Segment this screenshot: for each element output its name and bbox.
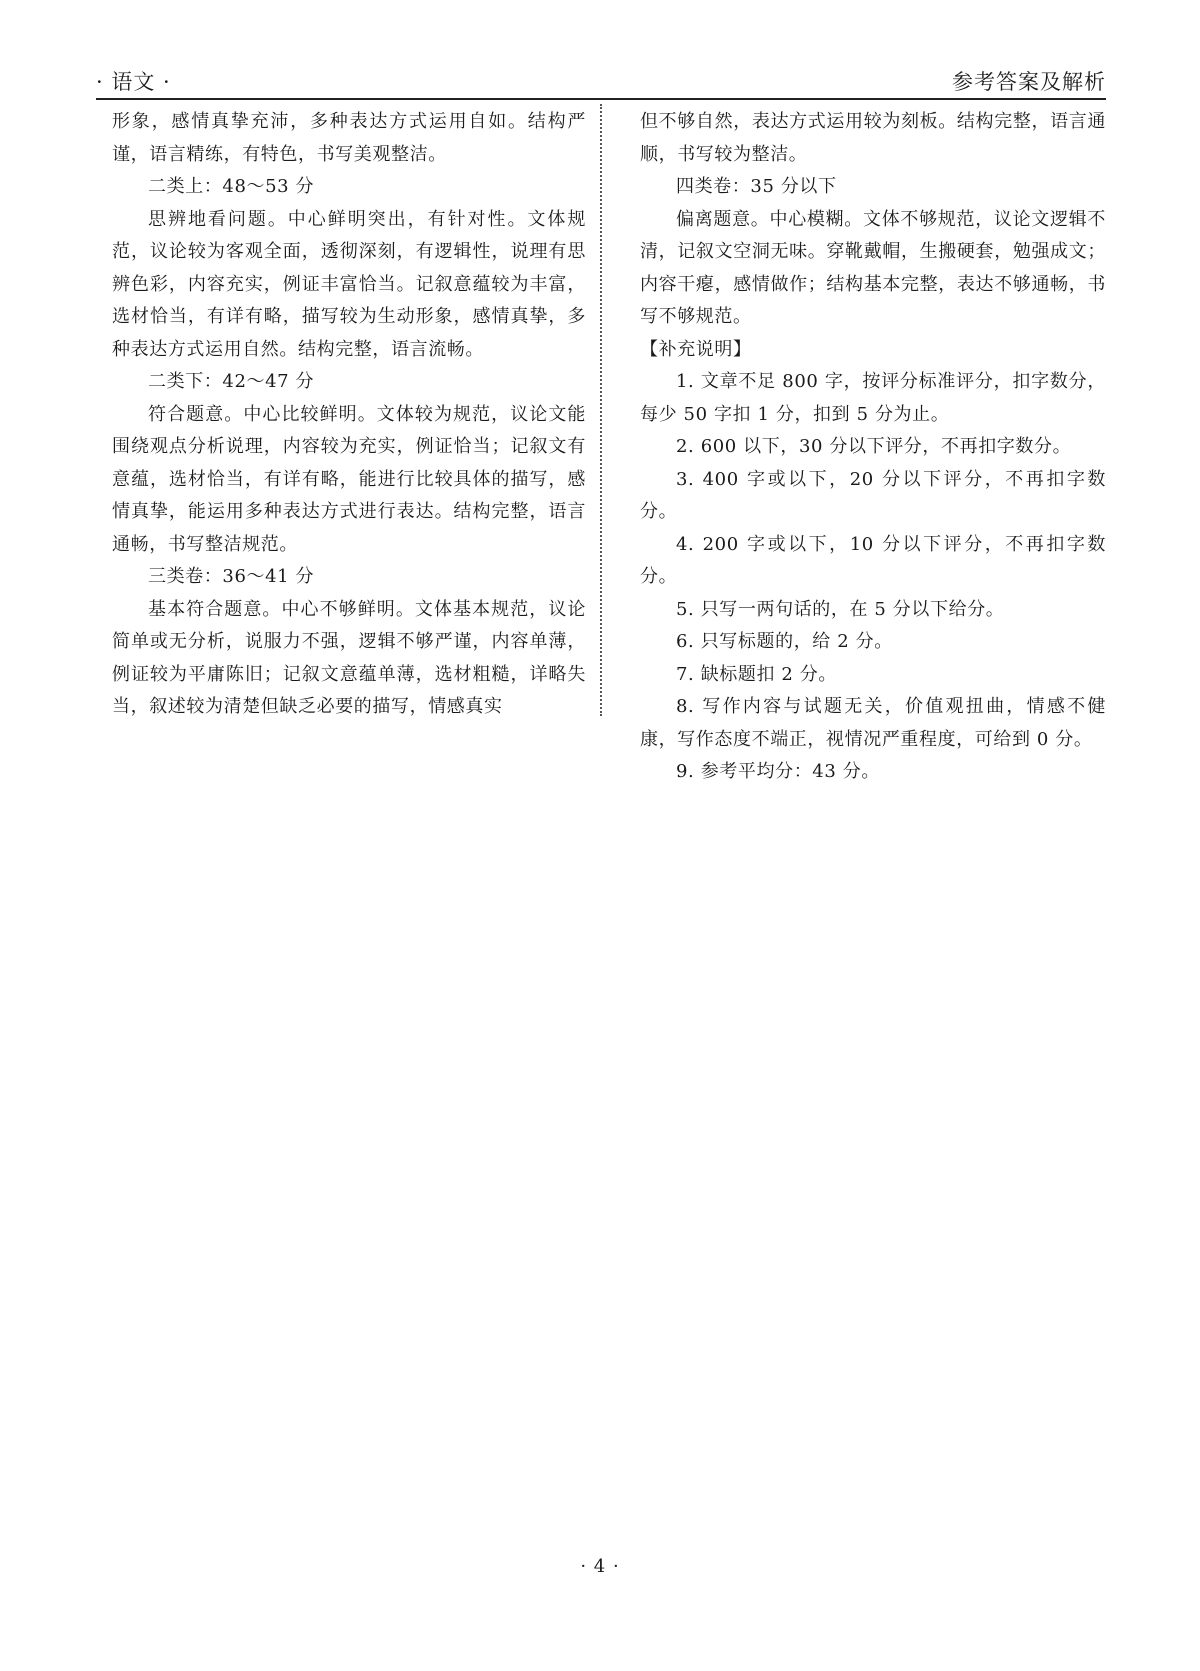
grade-heading: 二类上：48～53 分 <box>148 176 315 197</box>
page-number: · 4 · <box>580 1556 620 1577</box>
list-item: 4. 200 字或以下，10 分以下评分，不再扣字数分。 <box>640 533 1106 587</box>
grade-heading: 四类卷：35 分以下 <box>676 176 837 197</box>
list-item: 8. 写作内容与试题无关，价值观扭曲，情感不健康，写作态度不端正，视情况严重程度，可给到 0 分。 <box>640 696 1106 750</box>
list-item: 5. 只写一两句话的，在 5 分以下给分。 <box>676 598 1005 620</box>
grade-heading: 三类卷：36～41 分 <box>148 566 315 587</box>
paragraph: 符合题意。中心比较鲜明。文体较为规范，议论文能围绕观点分析说理，内容较为充实，例证恰当；记叙文有意蕴，选材恰当，有详有略，能进行比较具体的描写，感情真挚，能运用多种表达方式进行表达。结构完整，语言通畅，书写整洁规范。 <box>112 403 586 555</box>
page-header <box>96 64 1106 100</box>
supplement-heading: 【补充说明】 <box>640 338 752 360</box>
list-item: 1. 文章不足 800 字，按评分标准评分，扣字数分，每少 50 字扣 1 分，扣到 5 分为止。 <box>640 371 1106 425</box>
list-item: 9. 参考平均分：43 分。 <box>676 761 880 782</box>
grade-heading: 二类下：42～47 分 <box>148 371 315 392</box>
paragraph: 偏离题意。中心模糊。文体不够规范，议论文逻辑不清，记叙文空洞无味。穿靴戴帽，生搬硬套，勉强成文；内容干瘪，感情做作；结构基本完整，表达不够通畅，书写不够规范。 <box>640 208 1106 327</box>
list-item: 7. 缺标题扣 2 分。 <box>676 663 837 685</box>
right-column <box>640 106 1106 789</box>
paragraph: 形象，感情真挚充沛，多种表达方式运用自如。结构严谨，语言精练，有特色，书写美观整洁。 <box>112 111 586 165</box>
list-item: 2. 600 以下，30 分以下评分，不再扣字数分。 <box>676 436 1072 457</box>
column-divider <box>600 104 602 716</box>
subject-label: · 语文 · <box>96 70 171 94</box>
list-item: 6. 只写标题的，给 2 分。 <box>676 631 893 652</box>
paragraph: 但不够自然，表达方式运用较为刻板。结构完整，语言通顺，书写较为整洁。 <box>640 111 1106 165</box>
paragraph: 思辨地看问题。中心鲜明突出，有针对性。文体规范，议论较为客观全面，透彻深刻，有逻辑性，说理有思辨色彩，内容充实，例证丰富恰当。记叙意蕴较为丰富，选材恰当，有详有略，描写较为生动形象，感情真挚，多种表达方式运用自然。结构完整，语言流畅。 <box>112 208 586 360</box>
section-title: 参考答案及解析 <box>952 70 1106 94</box>
list-item: 3. 400 字或以下，20 分以下评分，不再扣字数分。 <box>640 468 1106 522</box>
left-column <box>112 106 586 724</box>
paragraph: 基本符合题意。中心不够鲜明。文体基本规范，议论简单或无分析，说服力不强，逻辑不够严谨，内容单薄，例证较为平庸陈旧；记叙文意蕴单薄，选材粗糙，详略失当，叙述较为清楚但缺乏必要的描写，情感真实 <box>112 598 586 717</box>
